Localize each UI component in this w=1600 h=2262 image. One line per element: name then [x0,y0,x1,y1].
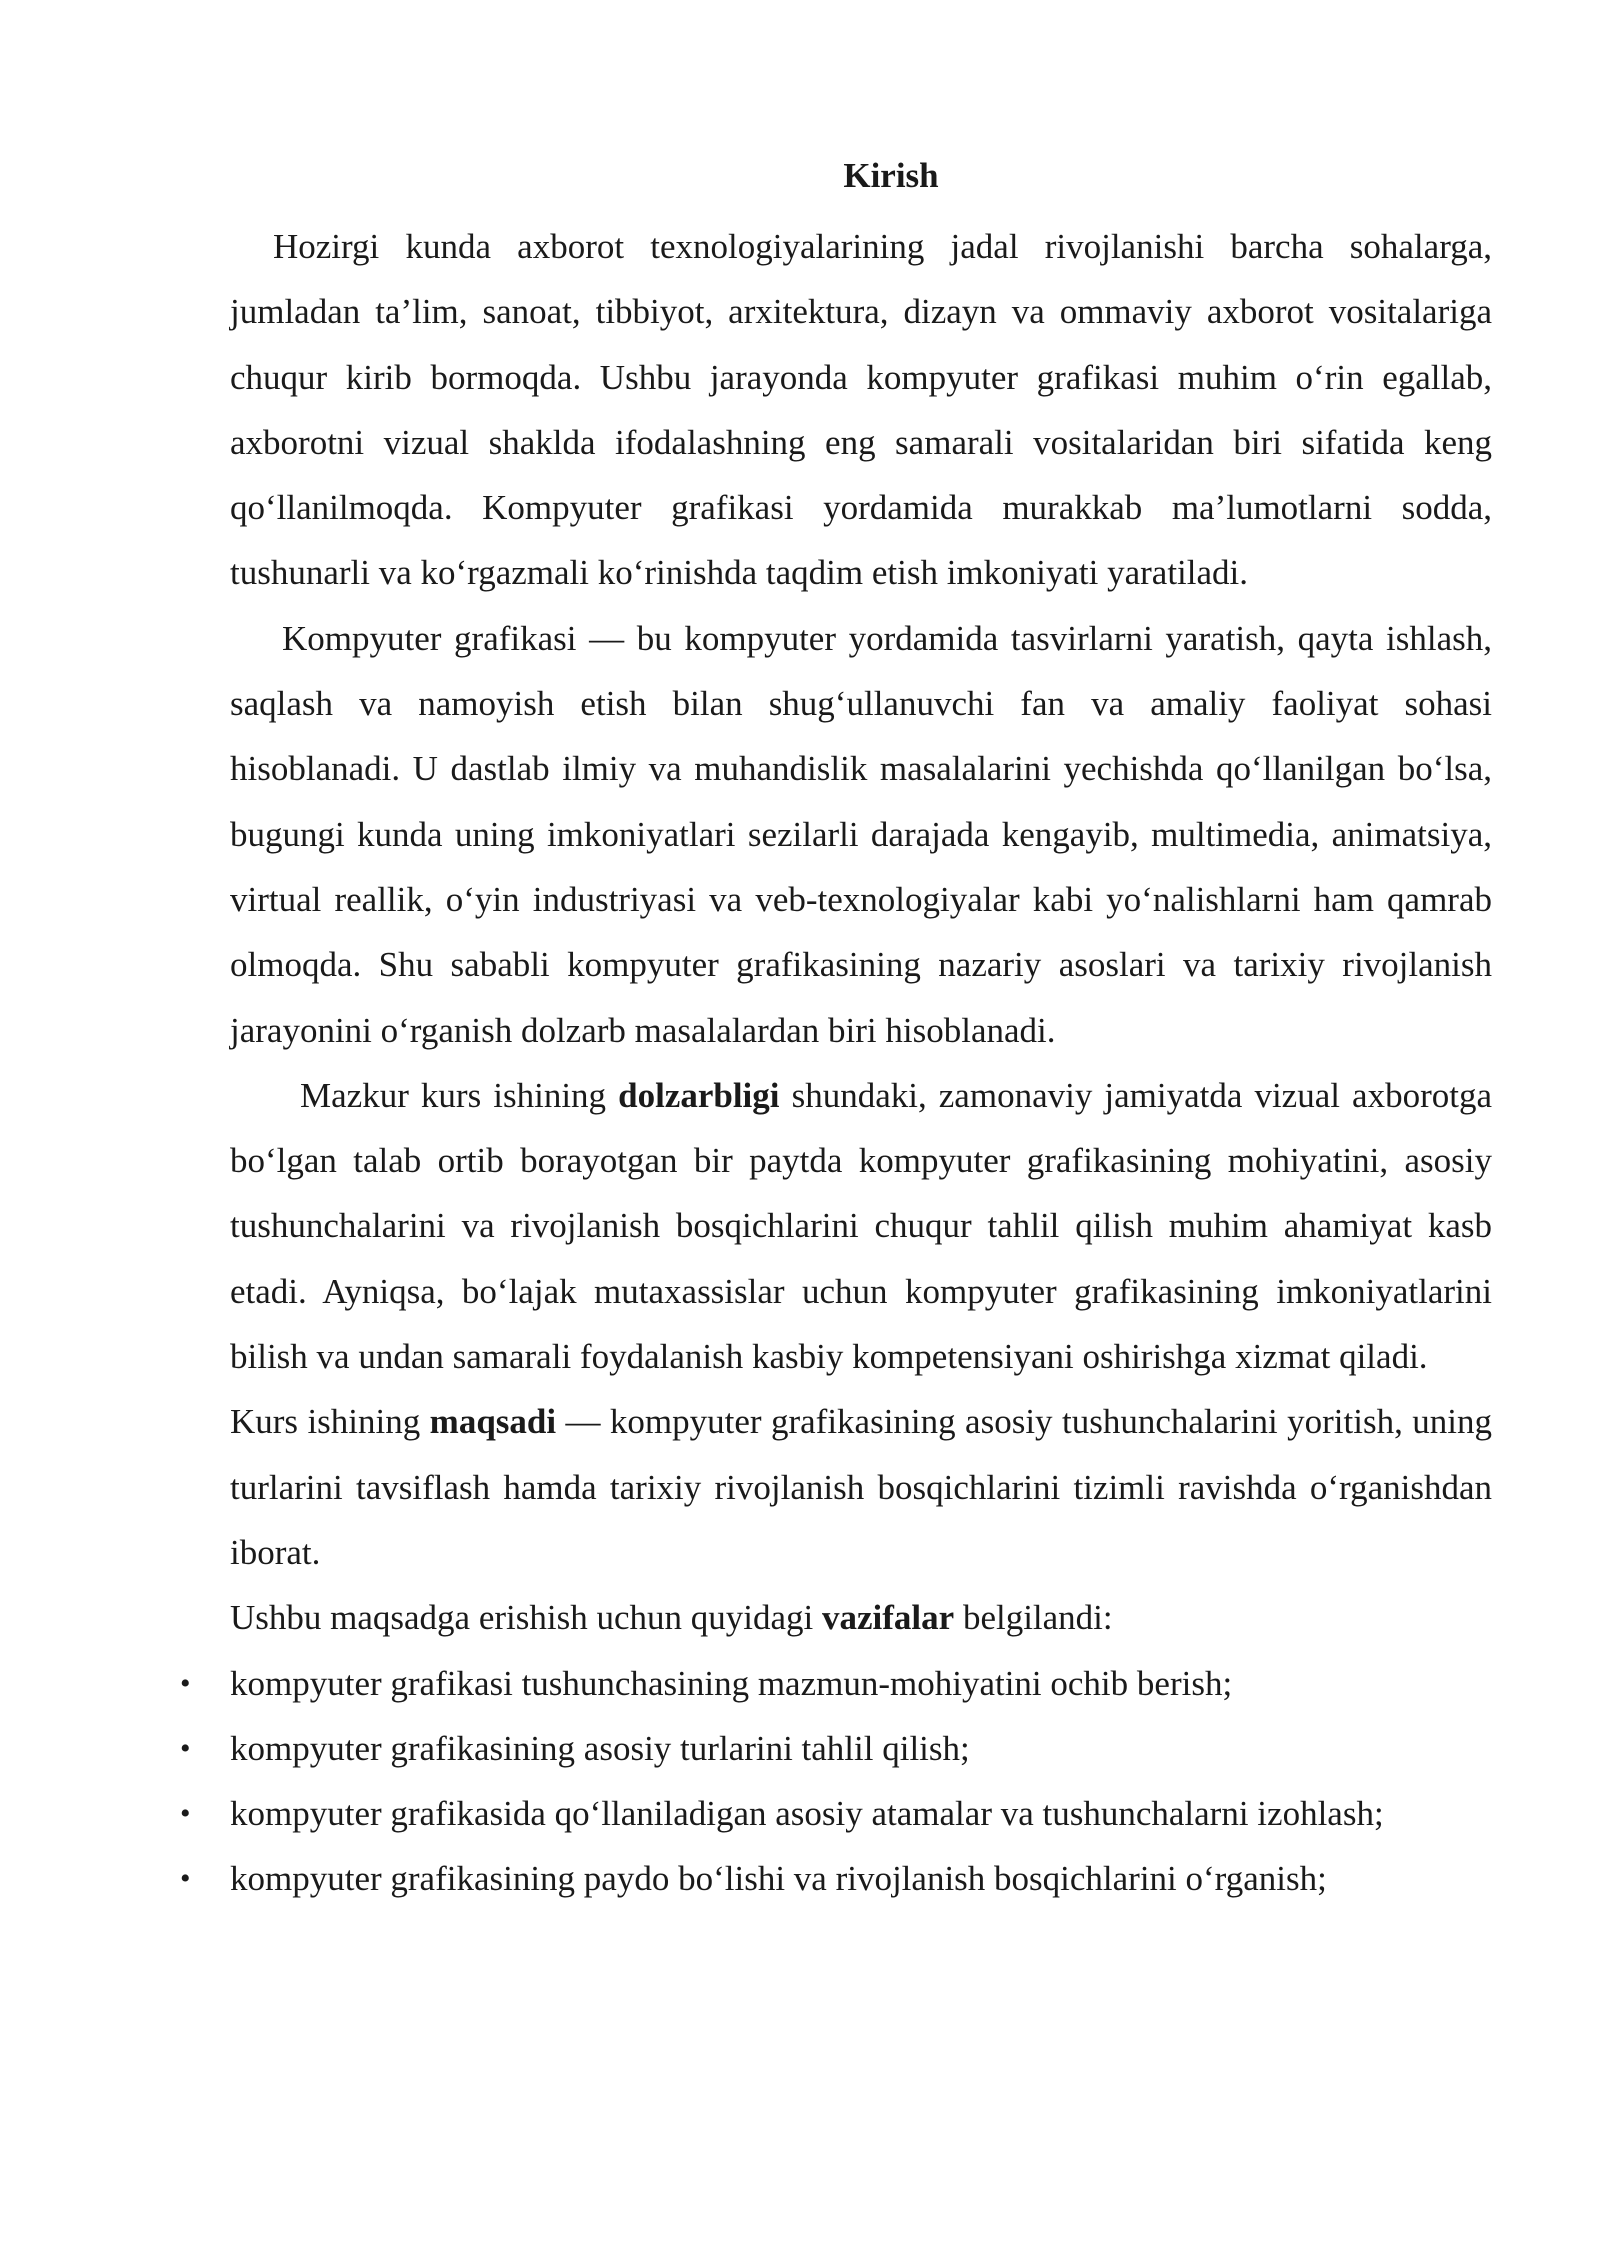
bullet-icon: • [180,1731,191,1765]
bullet-icon: • [180,1666,191,1700]
paragraph-goal [230,1389,1492,1585]
list-item [180,1716,1492,1781]
paragraph-definition: Kompyuter grafikasi — bu kompyuter yordamida tasvirlarni yaratish, qayta ishlash, saqlash va namoyish etish bilan shug‘ullanuvchi fan va amaliy faoliyat sohasi hisoblanadi. U dastlab ilmiy va muhandislik masalalarini yechishda qo‘llanilgan bo‘lsa, bugungi kunda uning imkoniyatlari sezilarli darajada kengayib, multimedia, animatsiya, virtual reallik, o‘yin industriyasi va veb-texnologiyalar kabi yo‘nalishlarni ham qamrab olmoqda. Shu sababli kompyuter grafikasining nazariy asoslari va tarixiy rivojlanish jarayonini o‘rganish dolzarb masalalardan biri hisoblanadi. [230,618,1492,1050]
tasks-keyword: vazifalar [822,1598,955,1638]
page-title: Kirish [843,156,939,195]
list-item-text: kompyuter grafikasining paydo bo‘lishi va rivojlanish bosqichlarini o‘rganish; [230,1859,1327,1899]
tasks-intro-after: belgilandi: [954,1598,1113,1638]
list-item-text: kompyuter grafikasining asosiy turlarini tahlil qilish; [230,1728,970,1768]
bullet-icon: • [180,1797,191,1831]
list-item [180,1651,1492,1716]
paragraph-tasks-intro [230,1585,1492,1650]
goal-text-after: — kompyuter grafikasining asosiy tushunchalarini yoritish, uning turlarini tavsiflash hamda tarixiy rivojlanish bosqichlarini tizimli ravishda o‘rganishdan iborat. [230,1402,1492,1572]
goal-text-before: Kurs ishining [230,1402,430,1442]
goal-keyword: maqsadi [429,1402,557,1442]
tasks-list [180,1651,1492,1912]
tasks-intro-before: Ushbu maqsadga erishish uchun quyidagi [230,1598,822,1638]
relevance-keyword: dolzarbligi [618,1075,780,1115]
list-item-text: kompyuter grafikasida qo‘llaniladigan asosiy atamalar va tushunchalarni izohlash; [230,1794,1384,1834]
relevance-text-before: Mazkur kurs ishining [300,1075,619,1115]
list-item-text: kompyuter grafikasi tushunchasining mazmun-mohiyatini ochib berish; [230,1663,1233,1703]
relevance-text-after: shundaki, zamonaviy jamiyatda vizual axborotga bo‘lgan talab ortib borayotgan bir paytda kompyuter grafikasining mohiyatini, asosiy tushunchalarini va rivojlanish bosqichlarini chuqur tahlil qilish muhim ahamiyat kasb etadi. Ayniqsa, bo‘lajak mutaxassislar uchun kompyuter grafikasining imkoniyatlarini bilish va undan samarali foydalanish kasbiy kompetensiyani oshirishga xizmat qiladi. [230,1075,1492,1377]
paragraph-intro: Hozirgi kunda axborot texnologiyalarining jadal rivojlanishi barcha sohalarga, jumladan ta’lim, sanoat, tibbiyot, arxitektura, dizayn va ommaviy axborot vositalariga chuqur kirib bormoqda. Ushbu jarayonda kompyuter grafikasi muhim o‘rin egallab, axborotni vizual shaklda ifodalashning eng samarali vositalaridan biri sifatida keng qo‘llanilmoqda. Kompyuter grafikasi yordamida murakkab ma’lumotlarni sodda, tushunarli va ko‘rgazmali ko‘rinishda taqdim etish imkoniyati yaratiladi. [230,227,1492,593]
bullet-icon: • [180,1862,191,1896]
list-item [180,1846,1492,1911]
list-item [180,1781,1492,1846]
document-page [180,150,1492,1912]
paragraph-relevance [230,1063,1492,1389]
